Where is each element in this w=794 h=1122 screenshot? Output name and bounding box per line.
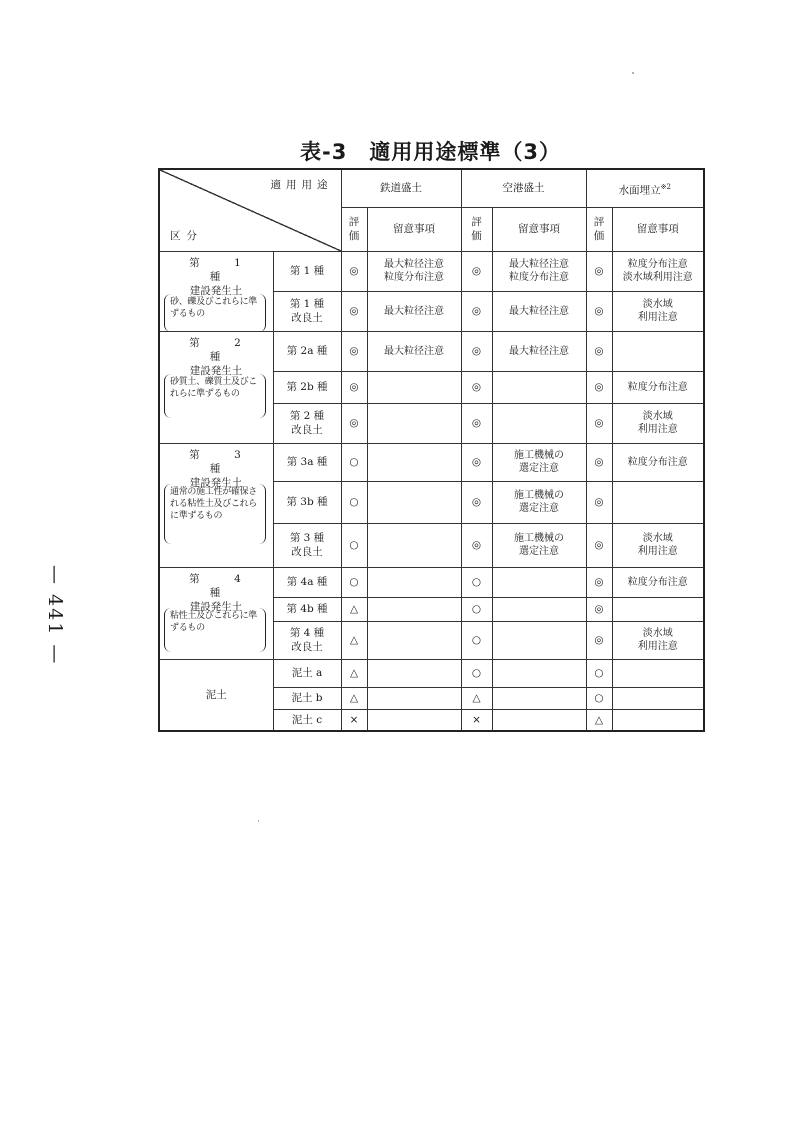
category-cell: [159, 331, 276, 443]
note-railway: [367, 687, 461, 709]
category-type: 建設発生土: [189, 284, 243, 297]
table-row: [159, 331, 704, 371]
category-level: 第 2 種: [189, 336, 276, 363]
subcategory-cell: 第 2a 種: [273, 331, 341, 371]
eval-airport: ○: [461, 659, 492, 687]
col-group-reclamation: [586, 169, 704, 207]
eval-airport: ○: [461, 567, 492, 597]
eval-airport: ◎: [461, 443, 492, 481]
note-airport: 施工機械の 選定注意: [492, 481, 586, 523]
eval-railway: ○: [341, 523, 367, 567]
subcategory-cell: 第 4b 種: [273, 597, 341, 621]
eval-reclamation: ◎: [586, 251, 612, 291]
col-group-railway: 鉄道盛土: [341, 169, 461, 207]
col-group-airport: 空港盛土: [461, 169, 586, 207]
note-airport: 最大粒径注意 粒度分布注意: [492, 251, 586, 291]
eval-reclamation: ○: [586, 659, 612, 687]
note-reclamation: 淡水域 利用注意: [612, 291, 704, 331]
note-reclamation: 粒度分布注意: [612, 567, 704, 597]
category-type: 建設発生土: [189, 364, 243, 377]
note-reclamation: 淡水域 利用注意: [612, 621, 704, 659]
note-railway: [367, 621, 461, 659]
note-reclamation: [612, 331, 704, 371]
eval-airport: ×: [461, 709, 492, 731]
note-airport: [492, 371, 586, 403]
eval-header-1: [341, 207, 367, 251]
note-railway: [367, 567, 461, 597]
category-cell: [159, 251, 276, 331]
eval-railway: ◎: [341, 403, 367, 443]
scan-speck: [258, 820, 259, 822]
subcategory-cell: 第 2 種 改良土: [273, 403, 341, 443]
note-reclamation: 粒度分布注意 淡水域利用注意: [612, 251, 704, 291]
table-row: [159, 251, 704, 291]
note-railway: [367, 659, 461, 687]
note-airport: [492, 403, 586, 443]
table-title: 表-3 適用用途標準（3）: [300, 140, 561, 164]
notes-header-1: 留意事項: [367, 207, 461, 251]
note-railway: [367, 443, 461, 481]
category-label: 区分: [170, 229, 203, 242]
eval-airport: ○: [461, 621, 492, 659]
note-reclamation: [612, 659, 704, 687]
subcategory-cell: 第 3b 種: [273, 481, 341, 523]
note-airport: [492, 709, 586, 731]
eval-railway: ○: [341, 481, 367, 523]
category-level: 第 4 種: [189, 572, 276, 599]
category-description: 通常の施工性が確保される粘性土及びこれらに準ずるもの: [164, 484, 266, 544]
page-number: — 441 —: [44, 564, 66, 666]
eval-railway: ◎: [341, 251, 367, 291]
eval-railway: △: [341, 621, 367, 659]
note-reclamation: 粒度分布注意: [612, 443, 704, 481]
eval-header-label: 評価: [593, 216, 605, 242]
eval-header-label: 評価: [471, 216, 482, 242]
subcategory-cell: 泥土 c: [273, 709, 341, 731]
eval-reclamation: ◎: [586, 291, 612, 331]
note-reclamation: [612, 481, 704, 523]
eval-header-2: [461, 207, 492, 251]
subcategory-cell: 第 1 種: [273, 251, 341, 291]
eval-header-label: 評価: [348, 216, 360, 242]
subcategory-cell: 第 4a 種: [273, 567, 341, 597]
eval-airport: ◎: [461, 523, 492, 567]
reclamation-label: 水面埋立: [618, 184, 661, 196]
note-airport: 施工機械の 選定注意: [492, 443, 586, 481]
eval-railway: △: [341, 687, 367, 709]
eval-airport: ◎: [461, 403, 492, 443]
note-railway: [367, 709, 461, 731]
note-railway: 最大粒径注意: [367, 331, 461, 371]
note-railway: [367, 481, 461, 523]
eval-railway: △: [341, 659, 367, 687]
table-row: [159, 567, 704, 597]
note-airport: [492, 597, 586, 621]
note-railway: [367, 523, 461, 567]
eval-railway: ○: [341, 443, 367, 481]
note-reclamation: [612, 687, 704, 709]
usage-standard-table: [158, 168, 705, 732]
eval-railway: ◎: [341, 331, 367, 371]
eval-reclamation: ◎: [586, 621, 612, 659]
note-railway: 最大粒径注意: [367, 291, 461, 331]
category-description: 粘性土及びこれらに準ずるもの: [164, 608, 266, 652]
note-airport: 最大粒径注意: [492, 331, 586, 371]
usage-label: 適用用途: [270, 179, 333, 191]
category-cell: 泥土: [159, 659, 273, 731]
category-level: 第 3 種: [189, 448, 276, 475]
eval-reclamation: ◎: [586, 371, 612, 403]
note-airport: [492, 687, 586, 709]
notes-header-3: 留意事項: [612, 207, 704, 251]
category-type: 建設発生土: [189, 476, 243, 489]
note-airport: 施工機械の 選定注意: [492, 523, 586, 567]
category-name: [160, 256, 276, 298]
note-reclamation: 粒度分布注意: [612, 371, 704, 403]
header-diagonal-cell: [159, 169, 341, 251]
eval-reclamation: ◎: [586, 443, 612, 481]
eval-airport: ◎: [461, 331, 492, 371]
eval-railway: ×: [341, 709, 367, 731]
subcategory-cell: 第 3 種 改良土: [273, 523, 341, 567]
category-type: 建設発生土: [189, 600, 243, 613]
eval-railway: ○: [341, 567, 367, 597]
eval-reclamation: △: [586, 709, 612, 731]
category-cell: [159, 443, 276, 567]
category-description: 砂質土、礫質土及びこれらに準ずるもの: [164, 374, 266, 418]
eval-railway: △: [341, 597, 367, 621]
category-description: 砂、礫及びこれらに準ずるもの: [164, 294, 266, 332]
note-railway: 最大粒径注意 粒度分布注意: [367, 251, 461, 291]
category-level: 第 1 種: [189, 256, 276, 283]
eval-reclamation: ◎: [586, 403, 612, 443]
subcategory-cell: 第 3a 種: [273, 443, 341, 481]
eval-airport: ◎: [461, 291, 492, 331]
table-row: [159, 659, 704, 687]
table-row: [159, 443, 704, 481]
subcategory-cell: 第 1 種 改良土: [273, 291, 341, 331]
subcategory-cell: 泥土 b: [273, 687, 341, 709]
subcategory-cell: 泥土 a: [273, 659, 341, 687]
note-reclamation: 淡水域 利用注意: [612, 523, 704, 567]
eval-airport: ◎: [461, 371, 492, 403]
note-railway: [367, 403, 461, 443]
eval-header-3: [586, 207, 612, 251]
note-airport: 最大粒径注意: [492, 291, 586, 331]
eval-reclamation: ◎: [586, 481, 612, 523]
eval-reclamation: ◎: [586, 597, 612, 621]
eval-airport: △: [461, 687, 492, 709]
eval-reclamation: ◎: [586, 567, 612, 597]
eval-airport: ◎: [461, 251, 492, 291]
note-airport: [492, 567, 586, 597]
eval-airport: ◎: [461, 481, 492, 523]
subcategory-cell: 第 4 種 改良土: [273, 621, 341, 659]
eval-reclamation: ◎: [586, 523, 612, 567]
reclamation-note-mark: ※2: [660, 182, 671, 191]
note-reclamation: [612, 709, 704, 731]
eval-airport: ○: [461, 597, 492, 621]
note-railway: [367, 371, 461, 403]
note-airport: [492, 621, 586, 659]
eval-railway: ◎: [341, 371, 367, 403]
eval-reclamation: ◎: [586, 331, 612, 371]
note-airport: [492, 659, 586, 687]
subcategory-cell: 第 2b 種: [273, 371, 341, 403]
note-reclamation: [612, 597, 704, 621]
category-cell: [159, 567, 276, 659]
note-railway: [367, 597, 461, 621]
scan-speck: [632, 72, 634, 74]
eval-railway: ◎: [341, 291, 367, 331]
note-reclamation: 淡水域 利用注意: [612, 403, 704, 443]
eval-reclamation: ○: [586, 687, 612, 709]
category-name: [160, 336, 276, 378]
notes-header-2: 留意事項: [492, 207, 586, 251]
